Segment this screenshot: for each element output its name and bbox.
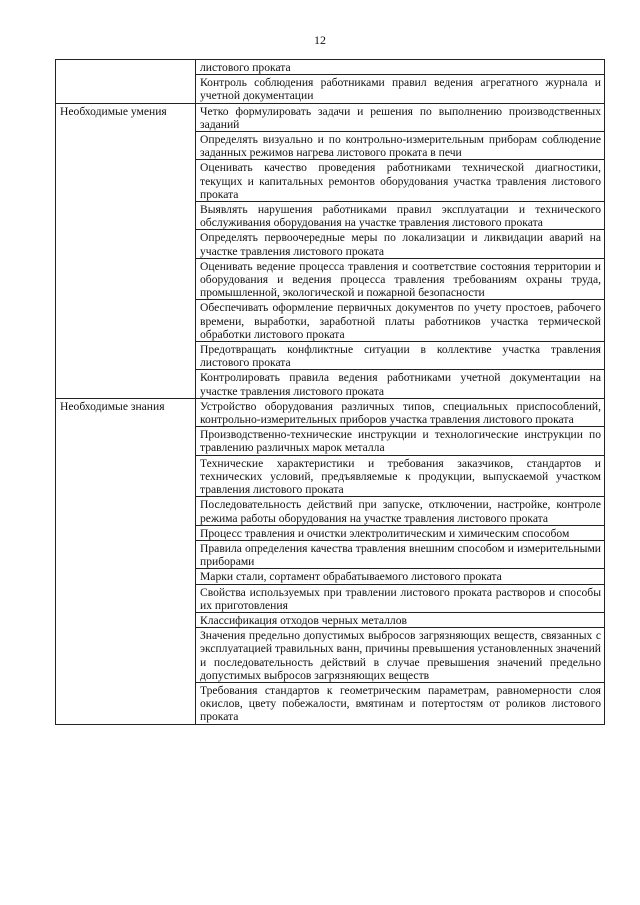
table-cell: Требования стандартов к геометрическим параметрам, равномерности слоя окислов, цвету побежалости, вмятинам и потертостям от роликов листового проката xyxy=(196,682,605,724)
table-row xyxy=(56,398,605,426)
table-cell: Технические характеристики и требования заказчиков, стандартов и технических условий, предъявляемые к продукции, выпускаемой участком травления листового проката xyxy=(196,455,605,497)
table-cell: Обеспечивать оформление первичных документов по учету простоев, рабочего времени, выработки, заработной платы работников участка термической обработки листового проката xyxy=(196,300,605,342)
table-cell: Определять первоочередные меры по локализации и ликвидации аварий на участке травления листового проката xyxy=(196,230,605,258)
table-cell: Правила определения качества травления внешним способом и измерительными приборами xyxy=(196,540,605,568)
table-cell: Контроль соблюдения работниками правил ведения агрегатного журнала и учетной документации xyxy=(196,75,605,103)
table-cell: Процесс травления и очистки электролитическим и химическим способом xyxy=(196,525,605,540)
page-number: 12 xyxy=(314,33,326,47)
table-cell: Марки стали, сортамент обрабатываемого листового проката xyxy=(196,569,605,584)
table-cell: Оценивать ведение процесса травления и соответствие состояния территории и оборудования и ведения процесса травления требованиям охраны труда, промышленной, экологической и пожарной безопасности xyxy=(196,258,605,300)
table-cell: Производственно-технические инструкции и технологические инструкции по травлению различных марок металла xyxy=(196,427,605,455)
table-cell: Контролировать правила ведения работниками учетной документации на участке травления листового проката xyxy=(196,370,605,398)
table-cell: Выявлять нарушения работниками правил эксплуатации и технического обслуживания оборудования на участке травления листового проката xyxy=(196,202,605,230)
table-cell: листового проката xyxy=(196,60,605,75)
table-cell: Устройство оборудования различных типов, специальных приспособлений, контрольно-измерительных приборов участка травления листового проката xyxy=(196,398,605,426)
table-cell: Свойства используемых при травлении листового проката растворов и способы их приготовления xyxy=(196,584,605,612)
table-cell: Последовательность действий при запуске, отключении, настройке, контроле режима работы оборудования на участке травления листового проката xyxy=(196,497,605,525)
table-cell: Значения предельно допустимых выбросов загрязняющих веществ, связанных с эксплуатацией травильных ванн, причины превышения установленных значений и последовательность действий в случае превышения значений предельно допустимых выбросов загрязняющих веществ xyxy=(196,628,605,683)
table-cell: Четко формулировать задачи и решения по выполнению производственных заданий xyxy=(196,103,605,131)
section-label-continued xyxy=(56,60,196,104)
section-label-skills: Необходимые умения xyxy=(56,103,196,398)
requirements-table xyxy=(55,59,605,725)
table-cell: Классификация отходов черных металлов xyxy=(196,612,605,627)
table-row xyxy=(56,60,605,75)
table-cell: Определять визуально и по контрольно-измерительным приборам соблюдение заданных режимов нагрева листового проката в печи xyxy=(196,132,605,160)
table-row xyxy=(56,103,605,131)
table-cell: Оценивать качество проведения работниками технической диагностики, текущих и капитальных ремонтов оборудования участка травления листового проката xyxy=(196,160,605,202)
table-cell: Предотвращать конфликтные ситуации в коллективе участка травления листового проката xyxy=(196,342,605,370)
section-label-knowledge: Необходимые знания xyxy=(56,398,196,724)
